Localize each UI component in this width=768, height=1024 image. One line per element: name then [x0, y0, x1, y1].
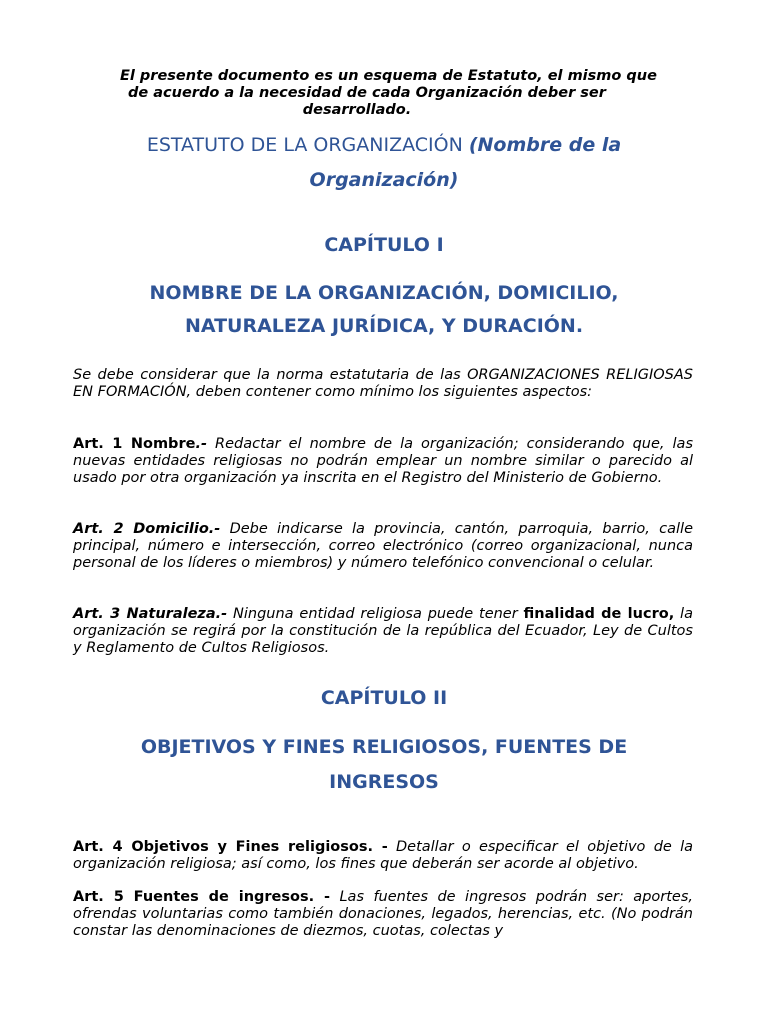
- article-1-text: Redactar el nombre de la organización; considerando que, las nuevas entidades religiosas no podrán emplear un nombre similar o parecido al usado por otra organización ya inscrita en el Registro del Ministerio de Gobierno.: [73, 436, 693, 486]
- chapter-2-subtitle-line-2: INGRESOS: [329, 771, 439, 793]
- document-title-main: ESTATUTO DE LA ORGANIZACIÓN: [146, 134, 463, 156]
- article-2-text: Debe indicarse la provincia, cantón, parroquia, barrio, calle principal, número e intersección, correo electrónico (correo organizacional, nunca personal de los líderes o miembros) y número telefónico convencional o celular.: [73, 521, 693, 571]
- document-title-paren: (Nombre de la: [468, 134, 622, 156]
- intro-line-2: de acuerdo a la necesidad de cada Organización deber ser: [128, 85, 606, 101]
- article-3-bold: finalidad de lucro,: [523, 606, 675, 622]
- intro-line-3: desarrollado.: [302, 102, 412, 118]
- article-3: [73, 606, 693, 657]
- chapter-1-subtitle: [0, 277, 768, 343]
- article-3-label: Art. 3 Naturaleza.-: [73, 606, 228, 622]
- chapter-2-subtitle-line-1: OBJETIVOS Y FINES RELIGIOSOS, FUENTES DE: [140, 736, 628, 758]
- article-3-text-a: Ninguna entidad religiosa puede tener: [227, 606, 524, 622]
- article-2-label: Art. 2 Domicilio.-: [73, 521, 221, 537]
- article-4: [73, 839, 693, 873]
- article-1-label: Art. 1 Nombre: [73, 436, 196, 452]
- chapter-1-label: CAPÍTULO I: [324, 234, 444, 256]
- article-2: [73, 521, 693, 572]
- article-4-text: Detallar o especificar el objetivo de la organización religiosa; así como, los fines que deberán ser acorde al objetivo.: [73, 839, 694, 872]
- document-title: [0, 128, 768, 198]
- intro-line-1: El presente documento es un esquema de Estatuto, el mismo que: [120, 68, 657, 84]
- article-1-dot: .-: [195, 436, 207, 452]
- chapter-2-subtitle: [0, 730, 768, 800]
- article-5: [73, 889, 693, 940]
- intro-note: [112, 68, 702, 119]
- intro-paragraph: Se debe considerar que la norma estatutaria de las ORGANIZACIONES RELIGIOSAS EN FORMACIÓN, deben contener como mínimo los siguientes aspectos:: [73, 367, 693, 400]
- article-3-text-b: la organización se regirá por la constitución de la república del Ecuador, Ley de Cultos y Reglamento de Cultos Religiosos.: [73, 606, 693, 656]
- article-4-label: Art. 4 Objetivos y Fines religiosos. -: [73, 839, 388, 855]
- article-1: [73, 436, 693, 487]
- chapter-1-subtitle-line-2: NATURALEZA JURÍDICA, Y DURACIÓN.: [184, 315, 584, 337]
- chapter-1-subtitle-line-1: NOMBRE DE LA ORGANIZACIÓN, DOMICILIO,: [149, 282, 619, 304]
- article-5-text: Las fuentes de ingresos podrán ser: aportes, ofrendas voluntarias como también donaciones, legados, herencias, etc. (No podrán constar las denominaciones de diezmos, cuotas, colectas y: [73, 889, 693, 939]
- document-title-paren-2: Organización): [309, 169, 459, 191]
- chapter-2-label: CAPÍTULO II: [320, 687, 448, 709]
- article-5-label: Art. 5 Fuentes de ingresos. -: [73, 889, 331, 905]
